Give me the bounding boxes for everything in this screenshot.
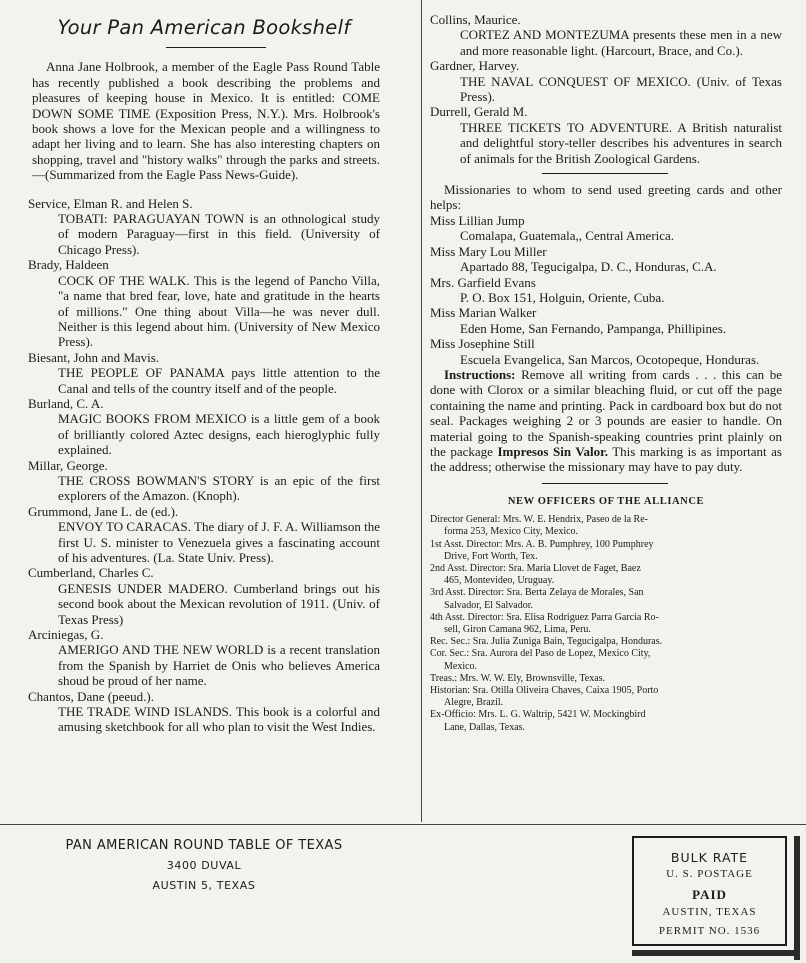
postage-indicia xyxy=(632,836,787,946)
officer-line-cont: Salvador, El Salvador. xyxy=(444,599,534,611)
missionary-entry xyxy=(430,275,782,306)
column-divider xyxy=(421,0,422,822)
officer-entry xyxy=(430,612,782,636)
missionary-list xyxy=(430,213,782,367)
instructions-paragraph xyxy=(430,367,782,475)
officer-line-cont: 465, Montevideo, Uruguay. xyxy=(444,575,555,587)
officer-line: 1st Asst. Director: Mrs. A. B. Pumphrey, 100 Pumphrey xyxy=(430,538,654,550)
officer-line-cont: forma 253, Mexico City, Mexico. xyxy=(444,526,579,538)
book-description: MAGIC BOOKS FROM MEXICO is a little gem of a book of brilliantly colored Aztec designs, each hieroglyphic fully explained. xyxy=(58,411,380,458)
officer-line: Director General: Mrs. W. E. Hendrix, Paseo de la Re- xyxy=(430,514,648,526)
book-entry xyxy=(28,257,380,349)
footer-rule xyxy=(0,824,806,825)
intro-paragraph: Anna Jane Holbrook, a member of the Eagle Pass Round Table has recently published a book describing the problems and pleasures of keeping house in Mexico. It is entitled: COME DOWN SOME TIME (Exposition Press, N.Y.). Mrs. Holbrook's book shows a love for the Mexican people and a willingness to adapt her living and to learn. She has also interesting chapters on shopping, travel and "history walks" through the parks and streets.—(Summarized from the Eagle Pass News-Guide). xyxy=(32,59,380,183)
book-author: Biesant, John and Mavis. xyxy=(28,349,160,365)
book-entry xyxy=(28,196,380,258)
book-author: Service, Elman R. and Helen S. xyxy=(28,195,193,211)
officer-entry xyxy=(430,636,782,648)
missionary-entry xyxy=(430,244,782,275)
officer-entry xyxy=(430,709,782,733)
officer-line: 2nd Asst. Director: Sra. Maria Llovet de Faget, Baez xyxy=(430,563,641,574)
officer-line-cont: Drive, Fort Worth, Tex. xyxy=(444,550,538,562)
book-entry xyxy=(28,350,380,396)
officer-line: Treas.: Mrs. W. W. Ely, Brownsville, Texas. xyxy=(430,672,606,684)
book-description: THE TRADE WIND ISLANDS. This book is a colorful and amusing sketchbook for all who plan to visit the West Indies. xyxy=(58,704,380,735)
missionary-name: Miss Lillian Jump xyxy=(430,212,525,228)
book-author: Burland, C. A. xyxy=(28,395,104,411)
stamp-permit: PERMIT NO. 1536 xyxy=(658,924,761,937)
missionary-name: Miss Mary Lou Miller xyxy=(430,243,547,259)
right-column xyxy=(430,0,782,734)
book-entry xyxy=(28,504,380,566)
book-author: Brady, Haldeen xyxy=(28,257,109,273)
officer-entry xyxy=(430,563,782,587)
instructions-tail: This marking is as important as the address; otherwise the missionary may have to pay duty. xyxy=(430,443,782,475)
stamp-shadow xyxy=(632,950,800,956)
officer-entry xyxy=(430,648,782,672)
book-entry xyxy=(430,58,782,104)
street-address: 3400 DUVAL xyxy=(166,859,242,873)
officer-line-cont: sell, Giron Camana 962, Lima, Peru. xyxy=(444,624,591,636)
officer-line: 3rd Asst. Director: Sra. Berta Zelaya de Morales, San xyxy=(430,587,644,599)
book-list-left xyxy=(28,196,380,735)
missionary-address: Comalapa, Guatemala,, Central America. xyxy=(460,228,675,244)
missionary-name: Miss Josephine Still xyxy=(430,336,535,352)
officer-line: Rec. Sec.: Sra. Julia Zuniga Bain, Tegucigalpa, Honduras. xyxy=(430,636,663,648)
officer-entry xyxy=(430,587,782,611)
officers-title: NEW OFFICERS OF THE ALLIANCE xyxy=(507,495,705,507)
stamp-shadow xyxy=(794,836,800,960)
officer-entry xyxy=(430,514,782,538)
officers-list xyxy=(430,514,782,734)
page-title: Your Pan American Bookshelf xyxy=(57,16,351,39)
instructions-bold: Impresos Sin Valor. xyxy=(497,443,608,459)
book-author: Cumberland, Charles C. xyxy=(28,565,154,581)
stamp-city: AUSTIN, TEXAS xyxy=(662,906,757,919)
book-author: Collins, Maurice. xyxy=(430,12,521,27)
book-description: THREE TICKETS TO ADVENTURE. A British naturalist and delightful story-teller describes his adventures in search of animals for the British Zoological Gardens. xyxy=(460,119,782,166)
return-address xyxy=(25,838,383,893)
book-author: Grummond, Jane L. de (ed.). xyxy=(28,503,179,519)
stamp-paid: PAID xyxy=(692,886,727,902)
missionary-address: Apartado 88, Tegucigalpa, D. C., Honduras, C.A. xyxy=(460,259,717,275)
officer-line: Cor. Sec.: Sra. Aurora del Paso de Lopez, Mexico City, xyxy=(430,648,651,660)
book-description: AMERIGO AND THE NEW WORLD is a recent translation from the Spanish by Harriet de Onis who believes America shoud be proud of her name. xyxy=(58,642,380,689)
book-description: COCK OF THE WALK. This is the legend of Pancho Villa, "a name that bred fear, love, hate and gratitude in the hearts of millions." One thing about Villa—he was never dull. Neither is this legend about him. (University of New Mexico Press). xyxy=(58,272,380,350)
book-description: THE PEOPLE OF PANAMA pays little attention to the Canal and tells of the country itself and of the people. xyxy=(58,365,380,396)
book-author: Gardner, Harvey. xyxy=(430,58,520,74)
book-author: Chantos, Dane (peeud.). xyxy=(28,688,154,704)
missionary-address: Escuela Evangelica, San Marcos, Ocotopeque, Honduras. xyxy=(460,351,760,367)
book-entry xyxy=(430,104,782,166)
book-description: THE NAVAL CONQUEST OF MEXICO. (Univ. of Texas Press). xyxy=(460,73,782,105)
title-rule xyxy=(166,47,266,48)
missionary-name: Mrs. Garfield Evans xyxy=(430,274,536,290)
book-description: TOBATI: PARAGUAYAN TOWN is an othnological study of modern Paraguay—first in this field. (University of Chicago Press). xyxy=(58,211,380,257)
book-author: Durrell, Gerald M. xyxy=(430,104,528,120)
book-list-right xyxy=(430,12,782,166)
missionary-address: Eden Home, San Fernando, Pampanga, Phillipines. xyxy=(460,320,727,336)
stamp-bulk-rate: BULK RATE xyxy=(670,850,749,865)
instructions-label: Instructions: xyxy=(444,366,516,382)
left-column xyxy=(28,0,380,735)
officer-line-cont: Lane, Dallas, Texas. xyxy=(444,721,526,733)
book-description: CORTEZ AND MONTEZUMA presents these men in a new and more reasonable light. (Harcourt, Brace, and Co.). xyxy=(460,27,782,58)
book-author: Millar, George. xyxy=(28,457,108,473)
officer-line-cont: Alegre, Brazil. xyxy=(444,697,504,709)
missionary-entry xyxy=(430,305,782,336)
book-entry xyxy=(28,689,380,735)
section-rule xyxy=(542,483,668,484)
section-rule xyxy=(542,173,668,174)
officer-line: Ex-Officio: Mrs. L. G. Waltrip, 5421 W. Mockingbird xyxy=(430,709,646,721)
book-description: GENESIS UNDER MADERO. Cumberland brings out his second book about the Mexican revolution of 1911. (Univ. of Texas Press) xyxy=(58,580,380,627)
officer-line-cont: Mexico. xyxy=(444,660,478,672)
missionary-name: Miss Marian Walker xyxy=(430,305,537,321)
missionaries-intro: Missionaries to whom to send used greeting cards and other helps: xyxy=(430,182,782,213)
book-entry xyxy=(28,458,380,504)
book-entry xyxy=(430,12,782,58)
missionary-address: P. O. Box 151, Holguin, Oriente, Cuba. xyxy=(460,289,665,305)
stamp-postage: U. S. POSTAGE xyxy=(666,868,753,881)
officer-entry xyxy=(430,685,782,709)
officer-entry xyxy=(430,539,782,563)
officer-entry xyxy=(430,673,782,685)
spacer xyxy=(28,183,380,196)
officer-line: Historian: Sra. Otilla Oliveira Chaves, Caixa 1905, Porto xyxy=(430,685,659,697)
org-name: PAN AMERICAN ROUND TABLE OF TEXAS xyxy=(65,838,343,853)
city-address: AUSTIN 5, TEXAS xyxy=(152,878,256,892)
book-description: ENVOY TO CARACAS. The diary of J. F. A. Williamson the first U. S. minister to Venezuela gives a fascinating account of his adventures. (La. State Univ. Press). xyxy=(58,519,380,565)
officer-line: 4th Asst. Director: Sra. Elisa Rodriguez Parra Garcia Ro- xyxy=(430,611,659,623)
book-entry xyxy=(28,627,380,689)
book-description: THE CROSS BOWMAN'S STORY is an epic of the first explorers of the Amazon. (Knoph). xyxy=(58,472,380,504)
book-entry xyxy=(28,396,380,458)
book-entry xyxy=(28,565,380,627)
missionary-entry xyxy=(430,336,782,367)
missionary-entry xyxy=(430,213,782,244)
instructions-text: Remove all writing from cards . . . this can be done with Clorox or a similar bleaching fluid, or cut off the page containing the name and printing. Pack in cardboard box but do not seal. Packages weighing 2 or 3 pounds are easier to handle. On material going to the Spanish-speaking countries print plainly on the package xyxy=(430,366,782,459)
book-author: Arciniegas, G. xyxy=(28,627,104,643)
